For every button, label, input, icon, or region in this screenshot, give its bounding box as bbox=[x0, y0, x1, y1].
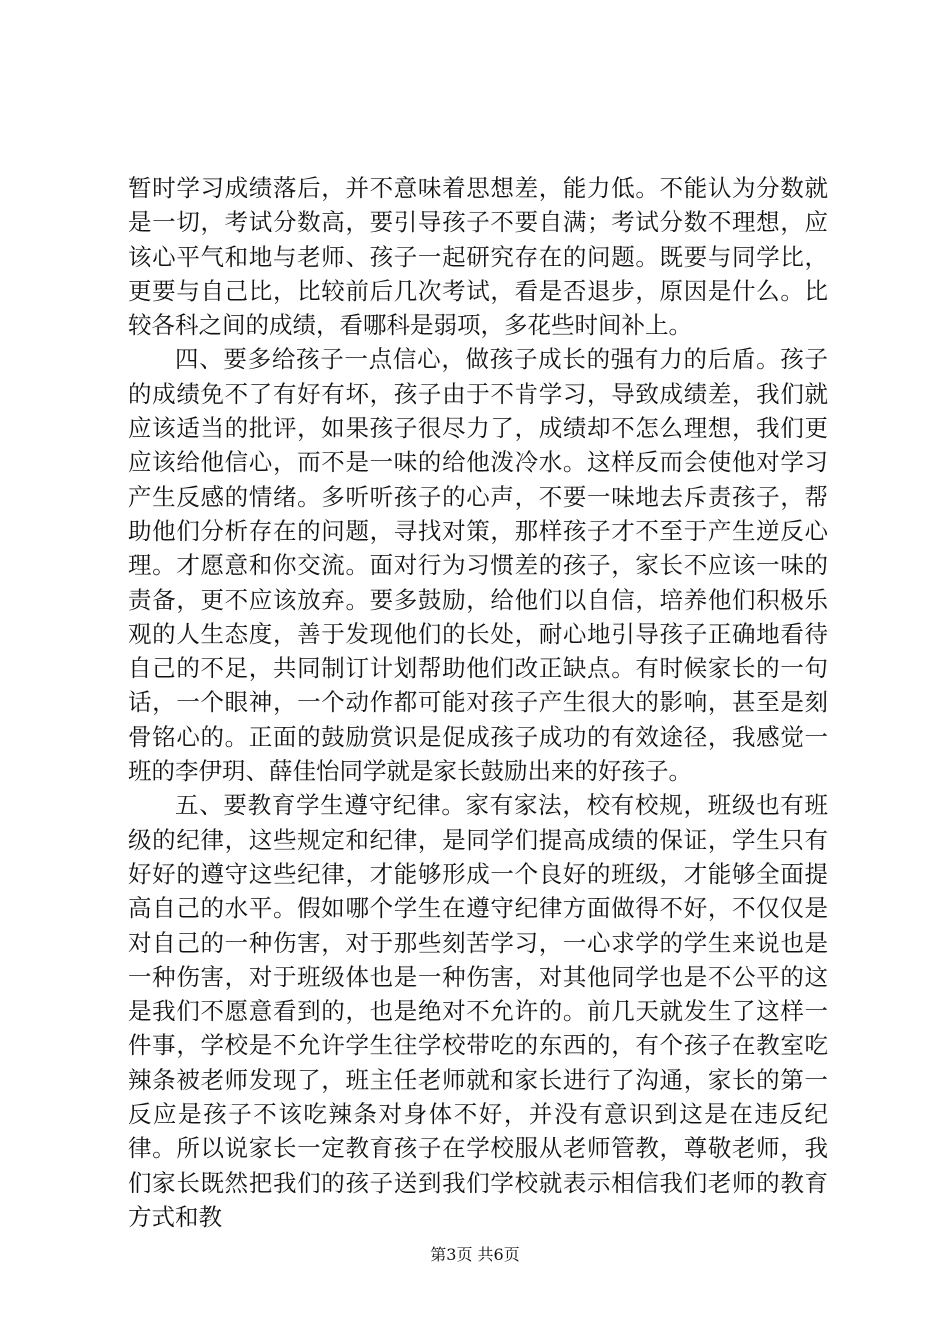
paragraph-2: 四、要多给孩子一点信心，做孩子成长的强有力的后盾。孩子的成绩免不了有好有坏，孩子由于不肯学习，导致成绩差，我们就应该适当的批评，如果孩子很尽力了，成绩却不怎么理想，我们更应该给他信心，而不是一味的给他泼冷水。这样反而会使他对学习产生反感的情绪。多听听孩子的心声，不要一味地去斥责孩子，帮助他们分析存在的问题，寻找对策，那样孩子才不至于产生逆反心理。才愿意和你交流。面对行为习惯差的孩子，家长不应该一味的责备，更不应该放弃。要多鼓励，给他们以自信，培养他们积极乐观的人生态度，善于发现他们的长处，耐心地引导孩子正确地看待自己的不足，共同制订计划帮助他们改正缺点。有时候家长的一句话，一个眼神，一个动作都可能对孩子产生很大的影响，甚至是刻骨铭心的。正面的鼓励赏识是促成孩子成功的有效途径，我感觉一班的李伊玥、薛佳怡同学就是家长鼓励出来的好孩子。 bbox=[128, 345, 828, 786]
document-body bbox=[128, 171, 828, 1234]
paragraph-1: 暂时学习成绩落后，并不意味着思想差，能力低。不能认为分数就是一切，考试分数高，要引导孩子不要自满；考试分数不理想，应该心平气和地与老师、孩子一起研究存在的问题。既要与同学比，更要与自己比，比较前后几次考试，看是否退步，原因是什么。比较各科之间的成绩，看哪科是弱项，多花些时间补上。 bbox=[128, 174, 828, 340]
paragraph-3: 五、要教育学生遵守纪律。家有家法，校有校规，班级也有班级的纪律，这些规定和纪律，是同学们提高成绩的保证，学生只有好好的遵守这些纪律，才能够形成一个良好的班级，才能够全面提高自己的水平。假如哪个学生在遵守纪律方面做得不好，不仅仅是对自己的一种伤害，对于那些刻苦学习，一心求学的学生来说也是一种伤害，对于班级体也是一种伤害，对其他同学也是不公平的这是我们不愿意看到的，也是绝对不允许的。前几天就发生了这样一件事，学校是不允许学生往学校带吃的东西的，有个孩子在教室吃辣条被老师发现了，班主任老师就和家长进行了沟通，家长的第一反应是孩子不该吃辣条对身体不好，并没有意识到这是在违反纪律。所以说家长一定教育孩子在学校服从老师管教，尊敬老师，我们家长既然把我们的孩子送到我们学校就表示相信我们老师的教育方式和教 bbox=[128, 791, 828, 1231]
page-footer: 第3页 共6页 bbox=[430, 1245, 520, 1264]
